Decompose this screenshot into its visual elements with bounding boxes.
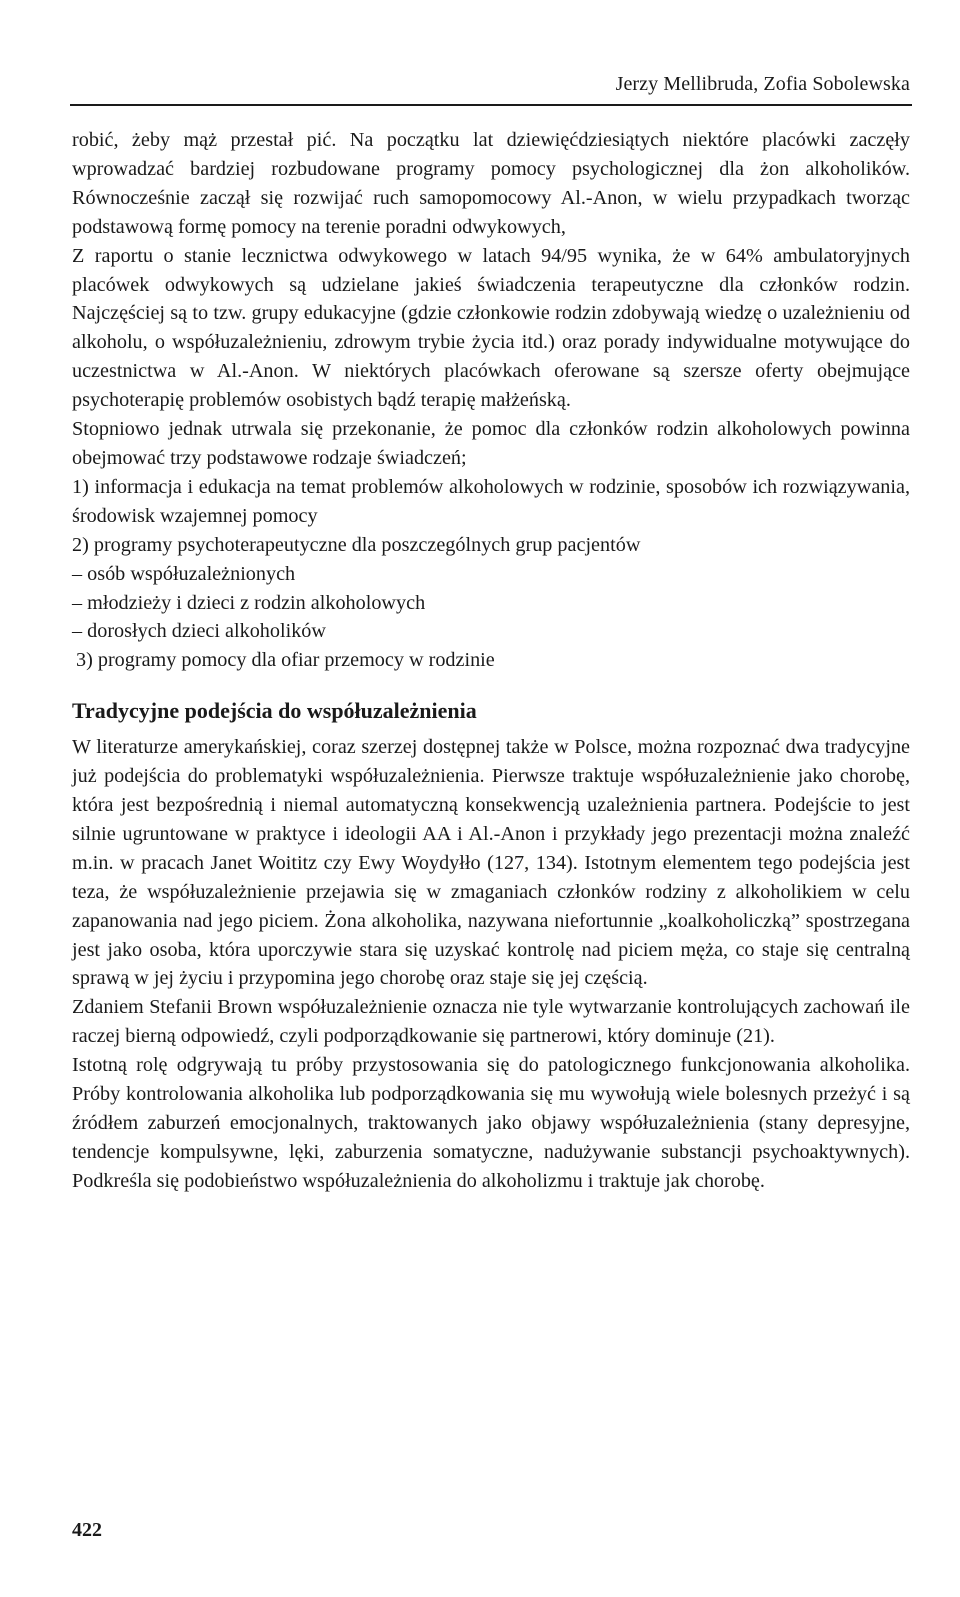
page-number: 422 <box>72 1519 102 1541</box>
list-item: 1) informacja i edukacja na temat problemów alkoholowych w rodzinie, sposobów ich rozwiązywania, środowisk wzajemnej pomocy <box>72 475 910 527</box>
paragraph: Z raportu o stanie lecznictwa odwykowego w latach 94/95 wynika, że w 64% ambulatoryjnych placówek odwykowych są udzielane jakieś świadczenia terapeutyczne dla członków rodzin. Najczęściej są to tzw. grupy edukacyjne (gdzie członkowie rodzin zdobywają wiedzę o uzależnieniu od alkoholu, o współuzależnieniu, zdrowym trybie życia itd.) oraz porady indywidualne motywujące do uczestnictwa w Al.-Anon. W niektórych placówkach oferowane są szersze oferty obejmujące psychoterapię problemów osobistych bądź terapię małżeńską. <box>72 244 910 412</box>
paragraph: robić, żeby mąż przestał pić. Na początku lat dziewięćdziesiątych niektóre placówki zaczęły wprowadzać bardziej rozbudowane programy pomocy psychologicznej dla żon alkoholików. Równocześnie zaczął się rozwijać ruch samopomocowy Al.-Anon, w wielu przypadkach tworząc podstawową formę pomocy na terenie poradni odwykowych, <box>72 129 910 238</box>
list-subitem: – osób współuzależnionych <box>72 562 296 585</box>
list-subitem: – dorosłych dzieci alkoholików <box>72 620 326 643</box>
paragraph: W literaturze amerykańskiej, coraz szerzej dostępnej także w Polsce, można rozpoznać dwa tradycyjne już podejścia do problematyki współuzależnienia. Pierwsze traktuje współuzależnienie jako chorobę, która jest bezpośrednią i niemal automatyczną konsekwencją uzależnienia partnera. Podejście to jest silnie ugruntowane w praktyce i ideologii AA i Al.-Anon i przykłady jego prezentacji można znaleźć m.in. w pracach Janet Woititz czy Ewy Woydyłło (127, 134). Istotnym elementem tego podejścia jest teza, że współuzależnienie przejawia się w zmaganiach członków rodziny z alkoholikiem w celu zapanowania nad jego piciem. Żona alkoholika, nazywana niefortunnie „koalkoholiczką” spostrzegana jest jako osoba, która uporczywie stara się uzyskać kontrolę nad piciem męża, co staje się centralną sprawą w jej życiu i przypomina jego chorobę oraz staje się jej częścią. <box>72 736 910 990</box>
page-body <box>72 126 910 1196</box>
paragraph: Istotną rolę odgrywają tu próby przystosowania się do patologicznego funkcjonowania alkoholika. Próby kontrolowania alkoholika lub podporządkowania się mu wywołują wiele bolesnych przeżyć i są źródłem zaburzeń emocjonalnych, traktowanych jako objawy współuzależnienia (stany depresyjne, tendencje kompulsywne, lęki, zaburzenia somatyczne, nadużywanie substancji psychoaktywnych). Podkreśla się podobieństwo współuzależnienia do alkoholizmu i traktuje jak chorobę. <box>72 1054 910 1192</box>
paragraph: Stopniowo jednak utrwala się przekonanie, że pomoc dla członków rodzin alkoholowych powinna obejmować trzy podstawowe rodzaje świadczeń; <box>72 418 910 469</box>
book-page <box>72 0 910 1597</box>
section-title: Tradycyjne podejścia do współuzależnienia <box>72 698 477 724</box>
paragraph: Zdaniem Stefanii Brown współuzależnienie oznacza nie tyle wytwarzanie kontrolujących zachowań ile raczej bierną odpowiedź, czyli podporządkowanie się partnerowi, który dominuje (21). <box>72 996 910 1048</box>
list-item: 3) programy pomocy dla ofiar przemocy w rodzinie <box>76 649 495 672</box>
list-item: 2) programy psychoterapeutyczne dla poszczególnych grup pacjentów <box>72 533 641 556</box>
header-rule <box>70 104 912 106</box>
running-head: Jerzy Mellibruda, Zofia Sobolewska <box>615 73 910 95</box>
list-subitem: – młodzieży i dzieci z rodzin alkoholowych <box>72 591 426 614</box>
